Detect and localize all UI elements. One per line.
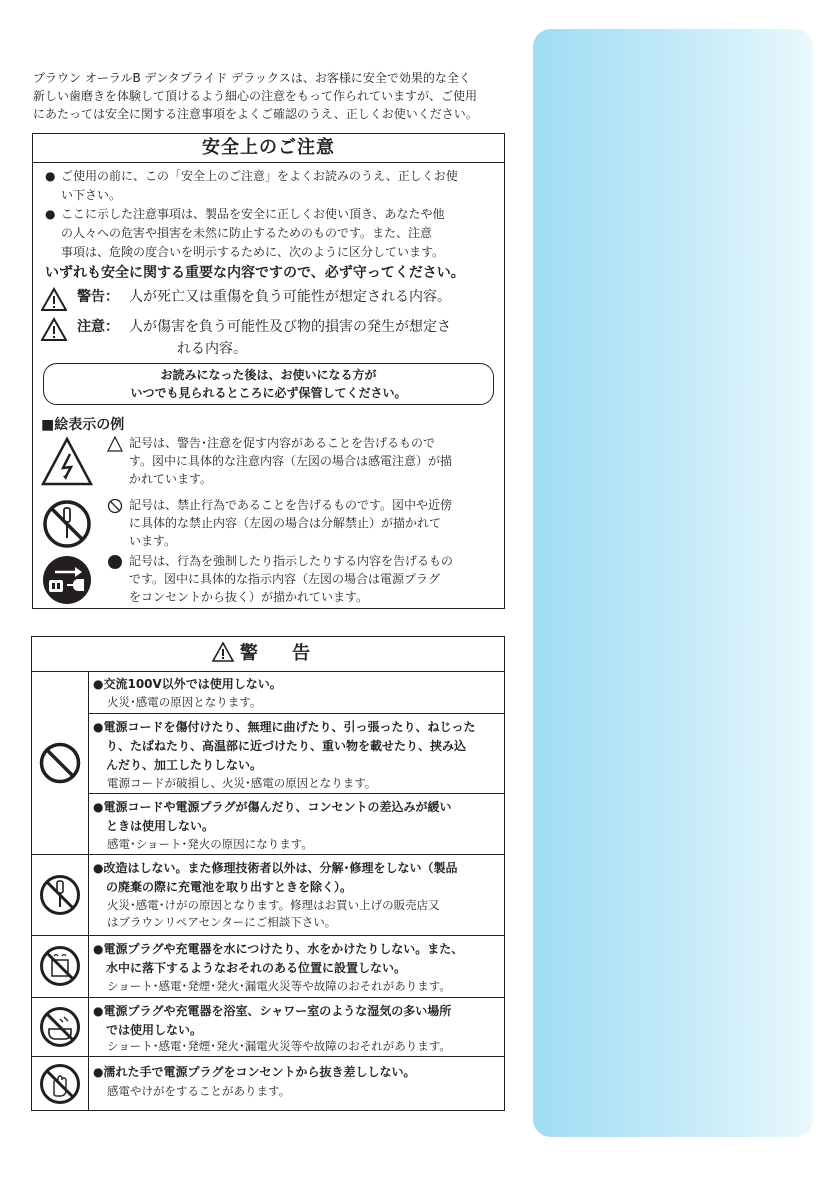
prohibition-icon (38, 741, 82, 785)
warning-table-header (32, 637, 504, 672)
no-disassembly-icon (38, 873, 82, 917)
important-notice: いずれも安全に関する重要な内容ですので、必ず守ってください。 (45, 265, 465, 281)
no-water-icon (38, 944, 82, 988)
warning-group-cell: ●濡れた手で電源プラグをコンセントから抜き差ししない。 感電やけがをすることがあります。 (88, 1057, 504, 1110)
no-disassembly-icon (41, 498, 93, 550)
intro-line: 新しい歯磨きを体験して頂けるよう細心の注意をもって作られていますが、ご使用 (33, 89, 478, 103)
caution-description: 人が傷害を負う可能性及び物的損害の発生が想定さ れる内容。 (129, 319, 451, 357)
bullet-icon: ● (45, 207, 56, 221)
warning-label: 警告： (77, 289, 119, 305)
pictogram-description: 記号は、警告･注意を促す内容があることを告げるもので す。図中に具体的な注意内容（左図の場合は感電注意）が描 かれています。 (129, 436, 453, 486)
warning-item: ●電源コードを傷付けたり、無理に曲げたり、引っ張ったり、ねじった り、たばねたり、高温部に近づけたり、重い物を載せたり、挟み込 んだり、加工したりしない。 電源コードが破損し、火災･感電の原因となります。 (89, 713, 504, 793)
warning-item: ●交流100V以外では使用しない。 火災･感電の原因となります。 (93, 677, 282, 709)
warning-group-water (32, 936, 504, 998)
intro-paragraph (33, 69, 511, 123)
side-color-panel (533, 29, 813, 1137)
keep-manual-notice: お読みになった後は、お使いになる方が いつでも見られるところに必ず保管してください。 (43, 363, 494, 405)
electric-shock-icon (41, 436, 93, 488)
safety-title: 安全上のご注意 (33, 134, 504, 163)
safety-bullet-2: ● ここに示した注意事項は、製品を安全に正しくお使い頂き、あなたや他 の人々への危害や損害を未然に防止するためのものです。また、注意 事項は、危険の度合いを明示するために、次のように区分しています。 (45, 207, 445, 259)
bullet-icon: ● (45, 169, 56, 183)
no-wet-hands-icon (38, 1062, 82, 1106)
warning-item: ●電源コードや電源プラグが傷んだり、コンセントの差込みが緩い ときは使用しない。 感電･ショート･発火の原因になります。 (89, 793, 504, 855)
warning-group-disassembly (32, 855, 504, 936)
safety-bullet-1: ● ご使用の前に、この「安全上のご注意」をよくお読みのうえ、正しくお使 い下さい。 (45, 169, 458, 202)
warning-triangle-icon (41, 287, 67, 311)
warning-triangle-icon (212, 642, 234, 662)
warning-triangle-icon (41, 317, 67, 341)
unplug-icon (41, 554, 93, 606)
warning-table-title: 警 告 (239, 643, 325, 664)
warning-group-cell (88, 671, 504, 854)
warning-group-cell: ●改造はしない。また修理技術者以外は、分解･修理をしない（製品 の廃棄の際に充電池を取り出すときを除く）。 火災･感電･けがの原因となります。修理はお買い上げの販売店又 はブラウンリペアセンターにご相談下さい。 (88, 855, 504, 935)
warning-table (31, 636, 505, 1111)
pictogram-heading: ■絵表示の例 (41, 417, 125, 433)
no-bathroom-icon (38, 1005, 82, 1049)
pictogram-description: 記号は、禁止行為であることを告げるものです。図中や近傍 に具体的な禁止内容（左図の場合は分解禁止）が描かれて います。 (129, 498, 453, 548)
pictogram-description: 記号は、行為を強制したり指示したりする内容を告げるもの です。図中に具体的な指示内容（左図の場合は電源プラグ をコンセントから抜く）が描かれています。 (129, 554, 454, 604)
warning-triangle-icon (107, 436, 123, 452)
warning-description: 人が死亡又は重傷を負う可能性が想定される内容。 (129, 289, 451, 305)
intro-line: にあたっては安全に関する注意事項をよくご確認のうえ、正しくお使いください。 (33, 107, 478, 121)
warning-group-electric (32, 671, 504, 855)
warning-group-cell: ●電源プラグや充電器を水につけたり、水をかけたりしない。また、 水中に落下するようなおそれのある位置に設置しない。 ショート･感電･発煙･発火･漏電火災等や故障のおそれがあります。 (88, 936, 504, 997)
warning-group-bathroom (32, 998, 504, 1057)
prohibition-icon (107, 498, 123, 514)
safety-precautions-box (32, 133, 505, 609)
warning-group-wet-hands (32, 1057, 504, 1110)
caution-label: 注意： (77, 319, 119, 335)
mandatory-circle-icon (107, 554, 123, 570)
intro-line: ブラウン オーラルB デンタプライド デラックスは、お客様に安全で効果的な全く (33, 71, 471, 85)
warning-group-cell: ●電源プラグや充電器を浴室、シャワー室のような湿気の多い場所 では使用しない。 ショート･感電･発煙･発火･漏電火災等や故障のおそれがあります。 (88, 998, 504, 1056)
